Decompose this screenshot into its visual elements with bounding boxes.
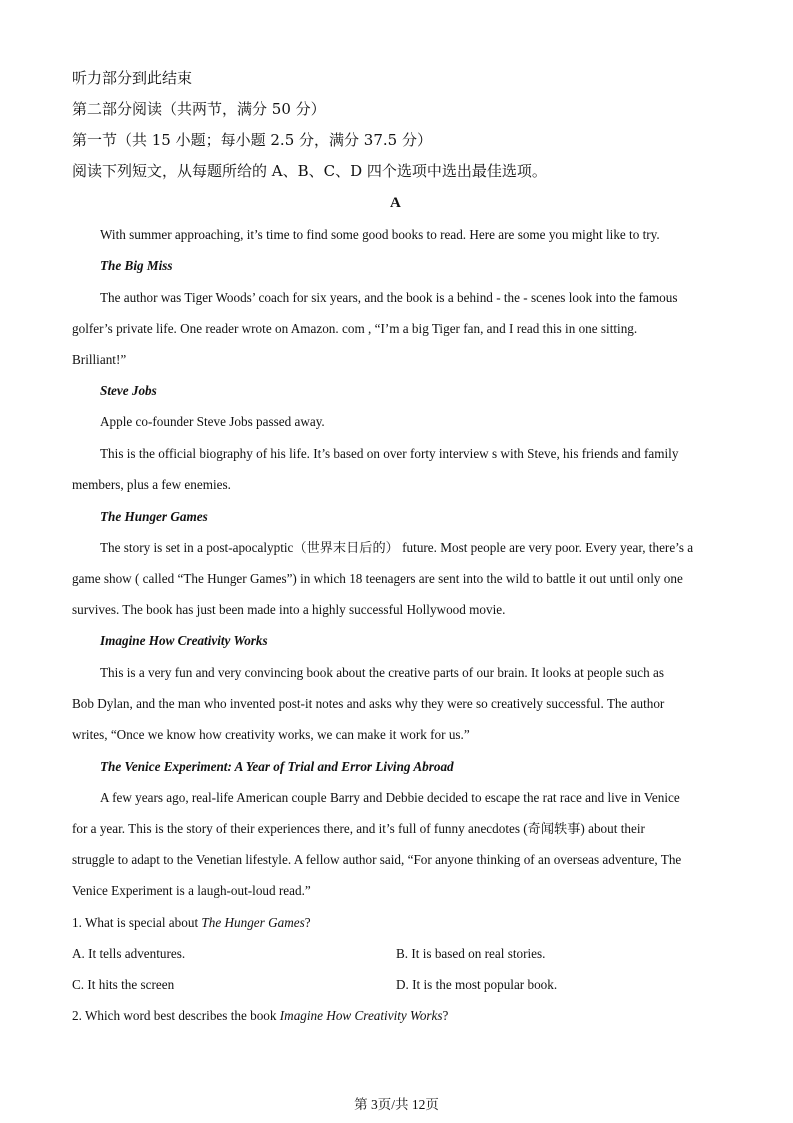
book-text: for a year. This is the story of their experiences there, and it’s full of funny anecdotes (奇闻轶事) about their <box>72 821 645 836</box>
book-text: Brilliant!” <box>72 352 127 367</box>
part-two-heading: 第二部分阅读（共两节，满分 50 分） <box>72 100 326 118</box>
section-one-heading: 第一节（共 15 小题；每小题 2.5 分，满分 37.5 分） <box>72 131 432 149</box>
question-title: Imagine How Creativity Works <box>279 1008 443 1023</box>
book-text: The author was Tiger Woods’ coach for six years, and the book is a behind - the - scenes look into the famous <box>100 290 678 305</box>
book-text: Bob Dylan, and the man who invented post-it notes and asks why they were so creatively successful. The author <box>72 696 665 711</box>
question-1 <box>72 914 311 932</box>
book-text: Apple co-founder Steve Jobs passed away. <box>100 414 325 429</box>
option-a[interactable]: A. It tells adventures. <box>72 946 186 961</box>
book-title: Steve Jobs <box>100 383 157 398</box>
question-2 <box>72 1007 448 1025</box>
book-text: struggle to adapt to the Venetian lifestyle. A fellow author said, “For anyone thinking of an overseas adventure, The <box>72 852 682 867</box>
book-title: The Venice Experiment: A Year of Trial and Error Living Abroad <box>100 759 454 774</box>
book-text: The story is set in a post-apocalyptic（世界末日后的） future. Most people are very poor. Every year, there’s a <box>100 540 694 555</box>
book-text: This is the official biography of his life. It’s based on over forty interview s with Steve, his friends and family <box>100 446 679 461</box>
instructions: 阅读下列短文，从每题所给的 A、B、C、D 四个选项中选出最佳选项。 <box>72 162 547 180</box>
book-text: game show ( called “The Hunger Games”) in which 18 teenagers are sent into the wild to battle it out until only one <box>72 571 683 586</box>
page-footer: 第 3页/共 12页 <box>354 1097 439 1112</box>
passage-letter: A <box>390 195 401 211</box>
book-title: The Hunger Games <box>100 509 208 524</box>
book-text: golfer’s private life. One reader wrote on Amazon. com , “I’m a big Tiger fan, and I read this in one sitting. <box>72 321 638 336</box>
book-text: writes, “Once we know how creativity works, we can make it work for us.” <box>72 727 470 742</box>
question-suffix: ? <box>304 915 311 930</box>
option-c[interactable]: C. It hits the screen <box>72 977 175 992</box>
book-text: A few years ago, real-life American couple Barry and Debbie decided to escape the rat race and live in Venice <box>100 790 680 805</box>
listening-end-line: 听力部分到此结束 <box>72 69 193 87</box>
question-title: The Hunger Games <box>201 915 305 930</box>
book-title: Imagine How Creativity Works <box>100 633 268 648</box>
book-text: This is a very fun and very convincing book about the creative parts of our brain. It looks at people such as <box>100 665 664 680</box>
question-prefix: 1. What is special about <box>72 915 202 930</box>
question-suffix: ? <box>442 1008 449 1023</box>
book-text: members, plus a few enemies. <box>72 477 231 492</box>
option-b[interactable]: B. It is based on real stories. <box>396 946 546 961</box>
intro-text: With summer approaching, it’s time to find some good books to read. Here are some you might like to try. <box>100 227 660 242</box>
book-text: survives. The book has just been made into a highly successful Hollywood movie. <box>72 602 506 617</box>
book-text: Venice Experiment is a laugh-out-loud read.” <box>72 883 311 898</box>
question-prefix: 2. Which word best describes the book <box>72 1008 280 1023</box>
option-d[interactable]: D. It is the most popular book. <box>396 977 558 992</box>
book-title: The Big Miss <box>100 258 173 273</box>
